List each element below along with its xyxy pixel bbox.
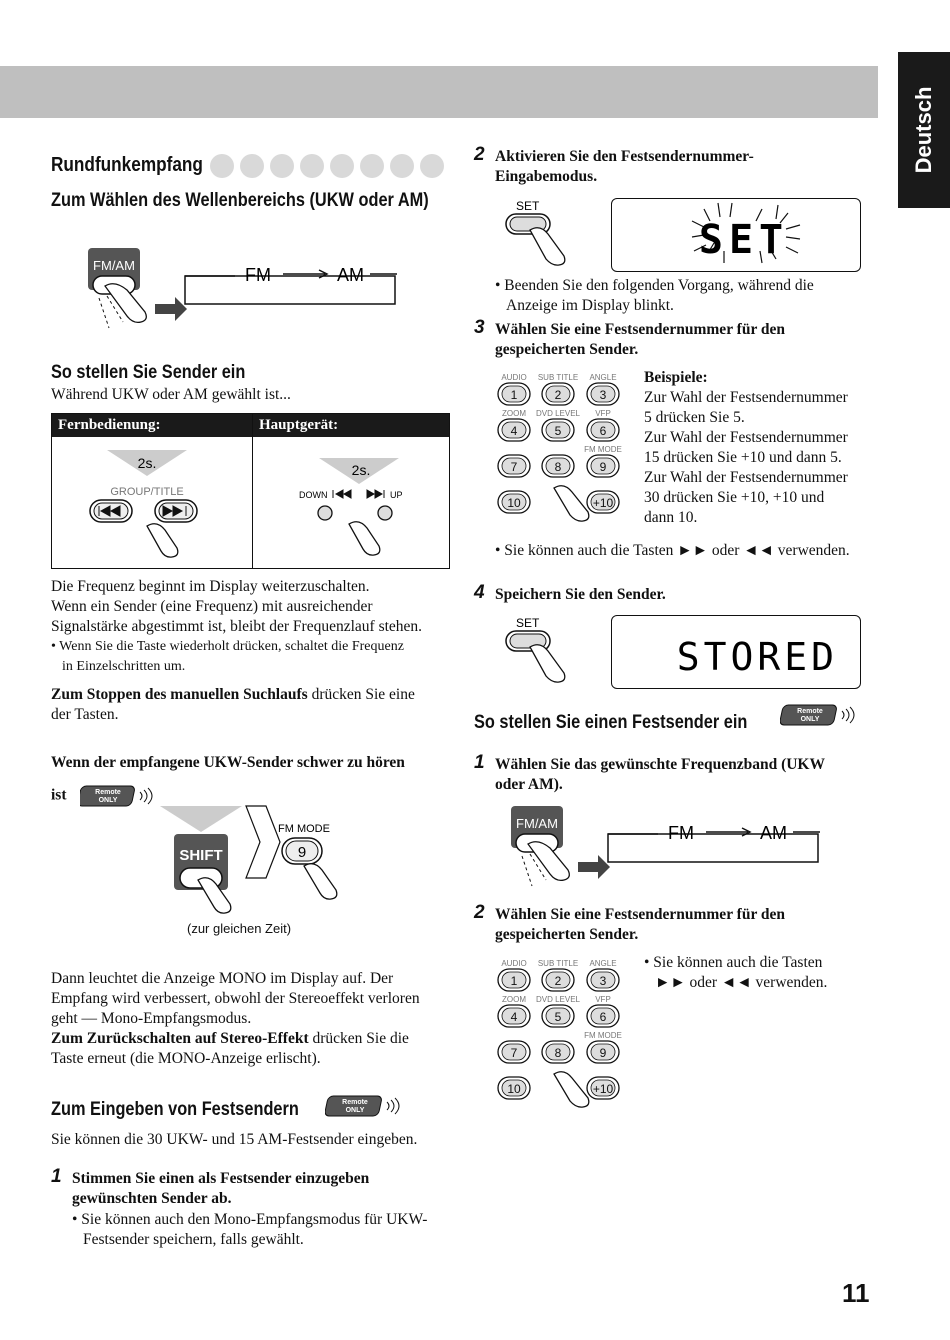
svg-text:ZOOM: ZOOM (502, 995, 526, 1004)
preset-heading-row (51, 1097, 471, 1122)
tune-heading: So stellen Sie Sender ein (51, 362, 246, 383)
lcd-display-stored (611, 615, 861, 689)
unit-tune-diagram (253, 438, 449, 568)
step1-bullet: • Sie können auch den Mono-Empfangsmodus für UKW- Festsender speichern, falls gewählt. (72, 1211, 428, 1248)
svg-text:1: 1 (510, 388, 518, 402)
fmam-diagram (85, 246, 415, 336)
header-bar (0, 66, 878, 118)
up-label: UP (390, 490, 403, 500)
keypad-diagram (494, 956, 634, 1116)
svg-text:2: 2 (554, 974, 562, 988)
skip-keys-note: • Sie können auch die Tasten ►► oder ◄◄ verwenden. (495, 542, 850, 559)
freq-bullet: • Wenn Sie die Taste wiederholt drücken, schaltet die Frequenz in Einzelschritten um. (51, 639, 404, 674)
preset-heading: Zum Eingeben von Festsendern (51, 1099, 299, 1120)
svg-text:+10: +10 (592, 496, 614, 510)
svg-text:VFP: VFP (595, 995, 611, 1004)
svg-text:2s.: 2s. (351, 462, 371, 478)
svg-text:7: 7 (510, 1046, 518, 1060)
recall-heading-row (474, 710, 894, 735)
svg-text:ONLY: ONLY (345, 1107, 365, 1114)
fmmode-label: FM MODE (278, 823, 330, 835)
svg-text:ONLY: ONLY (98, 797, 118, 804)
decorative-dots (210, 154, 450, 178)
lcd-set-text: SET (698, 217, 790, 263)
svg-text:9: 9 (599, 460, 607, 474)
svg-text:ANGLE: ANGLE (589, 373, 617, 382)
step-number: 2 (474, 902, 485, 923)
svg-text:9: 9 (599, 1046, 607, 1060)
recall-bullet: • Sie können auch die Tasten ►► oder ◄◄ verwenden. (644, 954, 828, 991)
svg-text:2: 2 (554, 388, 562, 402)
svg-text:10: 10 (507, 496, 521, 510)
blink-note: • Beenden Sie den folgenden Vorgang, während die Anzeige im Display blinkt. (495, 277, 814, 314)
fmam-button-label: FM/AM (516, 816, 558, 831)
section-title: Rundfunkempfang (51, 154, 203, 176)
recall-step2-text: Wählen Sie eine Festsendernummer für den gespeicherten Sender. (495, 906, 786, 943)
fmmode-key: 9 (297, 844, 307, 861)
svg-text:8: 8 (554, 1046, 562, 1060)
svg-text:4: 4 (510, 424, 518, 438)
mono-paragraph: Dann leuchtet die Anzeige MONO im Display auf. Der Empfang wird verbessert, obwohl der Stereoeffekt verloren geht — Mono-Empfangsmodus. Zum Zurückschalten auf Stereo-Effekt drücken Sie die Taste erneut (die MONO-Anzeige erlischt). (51, 970, 420, 1067)
svg-text:AUDIO: AUDIO (501, 959, 527, 968)
svg-text:SUB TITLE: SUB TITLE (537, 959, 579, 968)
examples-block: Beispiele: Zur Wahl der Festsendernummer 5 drücken Sie 5. Zur Wahl der Festsendernummer 15 drücken Sie +10 und dann 5. Zur Wahl der Festsendernummer 30 drücken Sie +10, +10 und dann 10. (644, 369, 848, 526)
svg-text:4: 4 (510, 1010, 518, 1024)
lcd-display-set (611, 198, 861, 272)
svg-text:3: 3 (599, 388, 607, 402)
language-tab: Deutsch (898, 52, 950, 208)
band-fm-label: FM (668, 823, 694, 843)
svg-text:Remote: Remote (342, 1099, 368, 1106)
step3-text: Wählen Sie eine Festsendernummer für den gespeicherten Sender. (495, 321, 786, 358)
step-number: 1 (474, 752, 485, 773)
step4-text: Speichern Sie den Sender. (495, 586, 666, 603)
set-label: SET (516, 199, 540, 213)
svg-text:DVD LEVEL: DVD LEVEL (535, 995, 581, 1004)
step-number: 2 (474, 144, 485, 165)
band-heading: Zum Wählen des Wellenbereichs (UKW oder AM) (51, 190, 429, 211)
svg-text:2s.: 2s. (137, 455, 157, 471)
remote-skip-diagram (52, 438, 252, 568)
set-button-diagram (500, 613, 590, 693)
band-am-label: AM (337, 265, 364, 285)
svg-text:ANGLE: ANGLE (589, 959, 617, 968)
remote-only-icon (325, 1093, 405, 1119)
svg-text:FM MODE: FM MODE (584, 1031, 622, 1040)
shift-fmmode-diagram (150, 800, 360, 940)
step1-text: Stimmen Sie einen als Festsender einzugeben gewünschten Sender ab. (72, 1170, 370, 1207)
svg-text:6: 6 (599, 424, 607, 438)
stop-paragraph: Zum Stoppen des manuellen Suchlaufs drücken Sie eine der Tasten. (51, 686, 415, 723)
page-number: 11 (842, 1278, 870, 1308)
weak-signal-heading: Wenn der empfangene UKW-Sender schwer zu hören ist Remote ONLY (51, 753, 461, 809)
fmam-diagram (508, 804, 838, 894)
recall-step1-text: Wählen Sie das gewünschte Frequenzband (UKW oder AM). (495, 756, 825, 793)
remote-only-icon (80, 783, 160, 809)
svg-text:VFP: VFP (595, 409, 611, 418)
same-time-note: (zur gleichen Zeit) (187, 921, 292, 936)
svg-text:6: 6 (599, 1010, 607, 1024)
svg-text:+10: +10 (592, 1082, 614, 1096)
lcd-stored-text: STORED (676, 635, 838, 679)
svg-text:Remote: Remote (797, 708, 823, 715)
svg-text:Remote: Remote (95, 789, 122, 796)
fmam-button-label: FM/AM (93, 258, 135, 273)
set-button-diagram (500, 196, 590, 276)
svg-text:ZOOM: ZOOM (502, 409, 526, 418)
keypad-diagram (494, 370, 634, 530)
svg-text:5: 5 (554, 1010, 562, 1024)
svg-text:10: 10 (507, 1082, 521, 1096)
band-fm-label: FM (245, 265, 271, 285)
svg-text:ONLY: ONLY (800, 716, 820, 723)
freq-paragraph: Die Frequenz beginnt im Display weiterzuschalten. Wenn ein Sender (eine Frequenz) mit ausreichender Signalstärke abgestimmt ist, bleibt der Frequenzlauf stehen. (51, 578, 423, 635)
band-am-label: AM (760, 823, 787, 843)
step-number: 4 (474, 582, 485, 603)
svg-text:AUDIO: AUDIO (501, 373, 527, 382)
control-table (51, 413, 450, 569)
down-label: DOWN (299, 490, 328, 500)
svg-text:5: 5 (554, 424, 562, 438)
table-header-unit: Hauptgerät: (253, 414, 449, 437)
recall-heading: So stellen Sie einen Festsender ein (474, 712, 748, 733)
svg-text:7: 7 (510, 460, 518, 474)
svg-text:SUB TITLE: SUB TITLE (537, 373, 579, 382)
step2-text: Aktivieren Sie den Festsendernummer- Eingabemodus. (495, 148, 754, 185)
shift-label: SHIFT (179, 847, 223, 864)
svg-text:8: 8 (554, 460, 562, 474)
svg-text:DVD LEVEL: DVD LEVEL (535, 409, 581, 418)
step-number: 3 (474, 317, 485, 338)
set-label: SET (516, 616, 540, 630)
table-header-remote: Fernbedienung: (52, 414, 252, 437)
tune-intro: Während UKW oder AM gewählt ist... (51, 386, 291, 403)
svg-text:3: 3 (599, 974, 607, 988)
group-title-label: GROUP/TITLE (110, 486, 184, 498)
svg-text:1: 1 (510, 974, 518, 988)
remote-only-icon (780, 702, 860, 728)
step-number: 1 (51, 1166, 62, 1187)
svg-text:FM MODE: FM MODE (584, 445, 622, 454)
preset-intro: Sie können die 30 UKW- und 15 AM-Festsender eingeben. (51, 1131, 418, 1148)
